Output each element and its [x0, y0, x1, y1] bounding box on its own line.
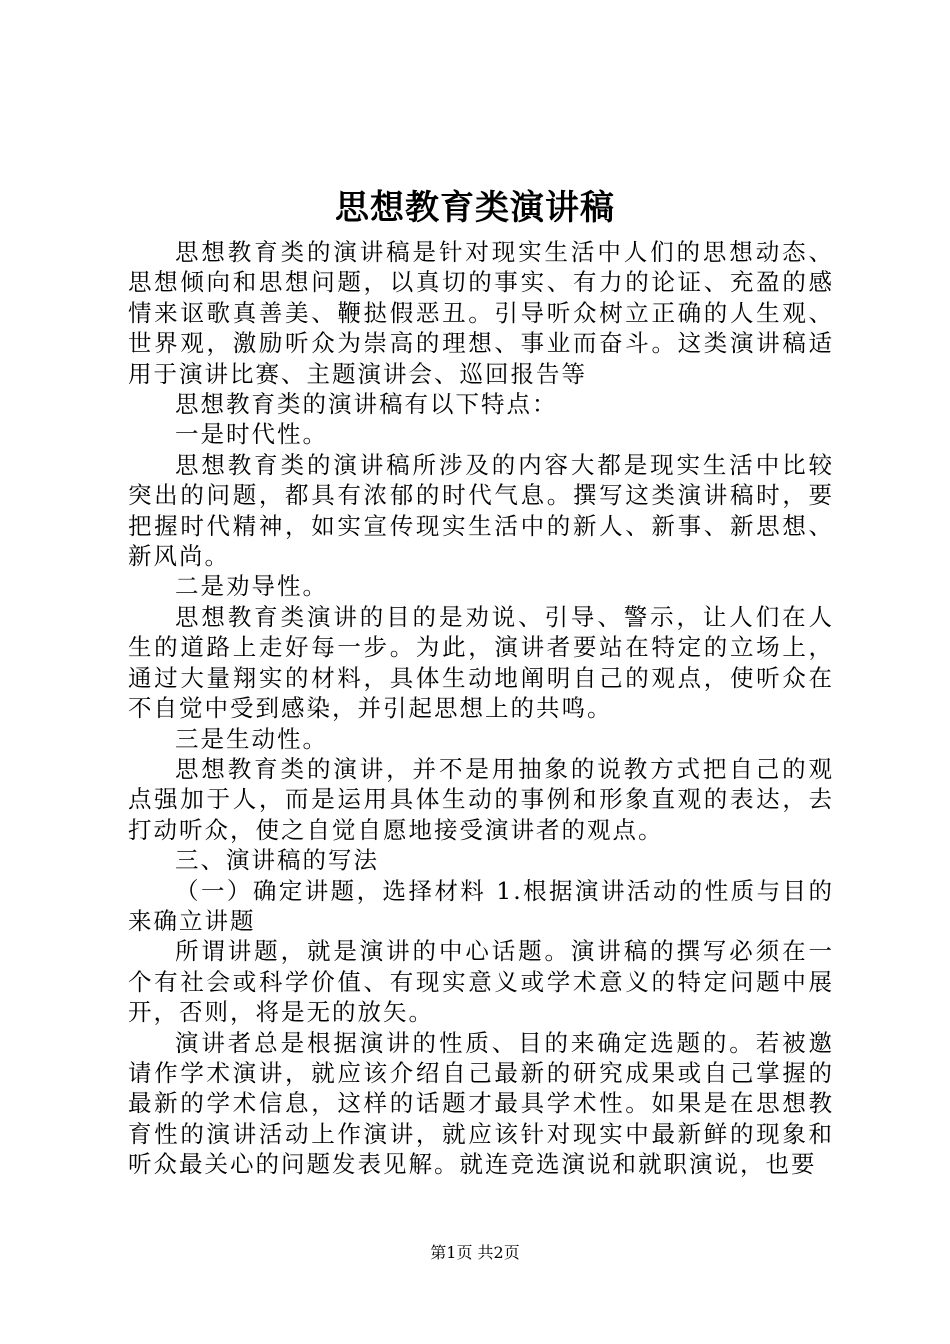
document-title: 思想教育类演讲稿 [335, 188, 615, 228]
paragraph-features-lead: 思想教育类的演讲稿有以下特点： [175, 390, 558, 419]
paragraph-topic-selection: 演讲者总是根据演讲的性质、目的来确定选题的。若被邀请作学术演讲，就应该介绍自己最新的研究成果或自己掌握的最新的学术信息，这样的话题才最具学术性。如果是在思想教育性的演讲活动上作演讲，就应该针对现实中最新鲜的现象和听众最关心的问题发表见解。就连竞选演说和就职演说，也要 [128, 1028, 834, 1179]
paragraph-feature-2: 思想教育类演讲的目的是劝说、引导、警示，让人们在人生的道路上走好每一步。为此，演讲者要站在特定的立场上，通过大量翔实的材料，具体生动地阐明自己的观点，使听众在不自觉中受到感染，并引起思想上的共鸣。 [128, 602, 834, 723]
page-number-footer: 第1页 共2页 [430, 1243, 520, 1262]
subsection-heading-topic: （一）确定讲题，选择材料 1.根据演讲活动的性质与目的来确立讲题 [128, 876, 834, 935]
paragraph-intro: 思想教育类的演讲稿是针对现实生活中人们的思想动态、思想倾向和思想问题，以真切的事实、有力的论证、充盈的感情来讴歌真善美、鞭挞假恶丑。引导听众树立正确的人生观、世界观，激励听众为崇高的理想、事业而奋斗。这类演讲稿适用于演讲比赛、主题演讲会、巡回报告等 [128, 238, 834, 388]
heading-feature-3: 三是生动性。 [175, 724, 328, 753]
section-heading-writing: 三、演讲稿的写法 [175, 846, 379, 875]
heading-feature-2: 二是劝导性。 [175, 572, 328, 601]
heading-feature-1: 一是时代性。 [175, 420, 328, 449]
document-body [128, 237, 834, 1180]
paragraph-feature-3: 思想教育类的演讲，并不是用抽象的说教方式把自己的观点强加于人，而是运用具体生动的事例和形象直观的表达，去打动听众，使之自觉自愿地接受演讲者的观点。 [128, 754, 834, 844]
paragraph-topic-definition: 所谓讲题，就是演讲的中心话题。演讲稿的撰写必须在一个有社会或科学价值、有现实意义或学术意义的特定问题中展开，否则，将是无的放矢。 [128, 937, 834, 1027]
paragraph-feature-1: 思想教育类的演讲稿所涉及的内容大都是现实生活中比较突出的问题，都具有浓郁的时代气息。撰写这类演讲稿时，要把握时代精神，如实宣传现实生活中的新人、新事、新思想、新风尚。 [128, 450, 834, 571]
